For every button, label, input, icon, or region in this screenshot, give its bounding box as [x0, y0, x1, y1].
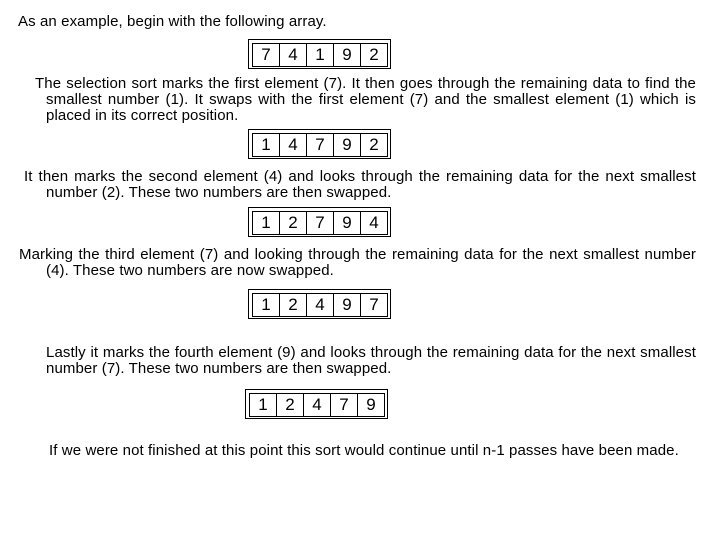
step-2-text: It then marks the second element (4) and looks through the remaining data for the next smallest number (2). These two numbers are then swapped. [24, 168, 696, 201]
array-cell: 4 [360, 211, 388, 235]
array-cell: 9 [333, 293, 361, 317]
array-cell: 2 [360, 133, 388, 157]
array-cell: 9 [357, 393, 385, 417]
array-pass-3 [248, 289, 391, 319]
array-cell: 1 [252, 211, 280, 235]
conclusion-text: If we were not finished at this point this sort would continue until n-1 passes have been made. [49, 442, 679, 459]
array-cell: 4 [303, 393, 331, 417]
array-cell: 7 [360, 293, 388, 317]
array-cell: 1 [249, 393, 277, 417]
step-1-text: The selection sort marks the first element (7). It then goes through the remaining data to find the smallest number (1). It swaps with the first element (7) and the smallest element (1) which is placed in its correct position. [35, 75, 696, 124]
array-cell: 1 [306, 43, 334, 67]
array-cell: 4 [279, 133, 307, 157]
array-cell: 7 [330, 393, 358, 417]
array-cell: 4 [279, 43, 307, 67]
array-initial [248, 39, 391, 69]
step-3-text: Marking the third element (7) and looking through the remaining data for the next smallest number (4). These two numbers are now swapped. [19, 246, 696, 279]
array-cell: 2 [360, 43, 388, 67]
step-4-text: Lastly it marks the fourth element (9) and looks through the remaining data for the next smallest number (7). These two numbers are then swapped. [46, 344, 696, 377]
array-cell: 7 [306, 211, 334, 235]
array-cell: 9 [333, 43, 361, 67]
array-cell: 2 [279, 293, 307, 317]
array-cell: 7 [306, 133, 334, 157]
array-cell: 1 [252, 133, 280, 157]
intro-text: As an example, begin with the following array. [18, 13, 327, 30]
array-cell: 4 [306, 293, 334, 317]
array-cell: 1 [252, 293, 280, 317]
array-cell: 9 [333, 211, 361, 235]
array-cell: 9 [333, 133, 361, 157]
array-pass-4 [245, 389, 388, 419]
array-cell: 7 [252, 43, 280, 67]
array-cell: 2 [276, 393, 304, 417]
array-cell: 2 [279, 211, 307, 235]
array-pass-1 [248, 129, 391, 159]
array-pass-2 [248, 207, 391, 237]
